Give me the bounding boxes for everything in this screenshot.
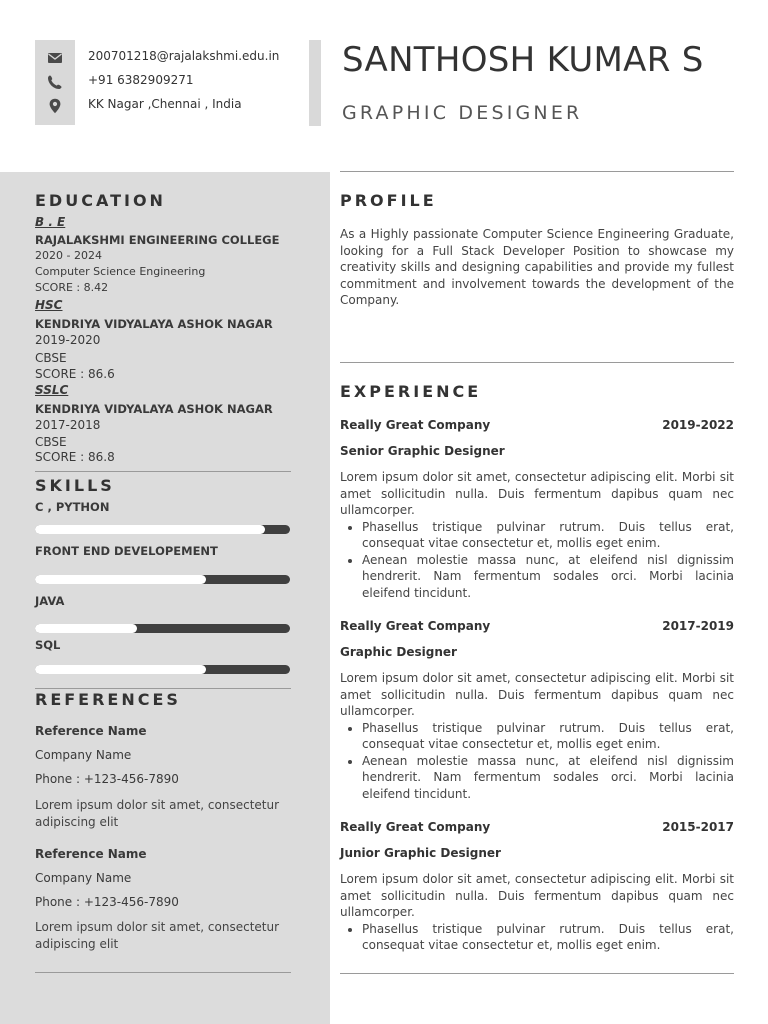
profile-text: As a Highly passionate Computer Science Engineering Graduate, looking for a Full Stack Developer Position to showcase my creativity skills and designing capabilities and provide my fullest commitment and involvement towards the development of the Company.	[340, 227, 734, 307]
reference-note: Lorem ipsum dolor sit amet, consectetur adipiscing elit	[35, 920, 280, 951]
reference-phone: Phone : +123-456-7890	[35, 772, 179, 786]
college-years: 2020 - 2024	[35, 249, 102, 262]
skill-level-bar	[35, 575, 290, 584]
job-years: 2019-2022	[662, 418, 734, 432]
job-summary: Lorem ipsum dolor sit amet, consectetur adipiscing elit. Morbi sit amet sollicitudin nulla. Duis fermentum dapibus quam nec ullamcorper.	[340, 671, 734, 718]
sslc-years: 2017-2018	[35, 418, 101, 432]
email-text[interactable]: 200701218@rajalakshmi.edu.in	[88, 49, 280, 63]
reference-company: Company Name	[35, 748, 132, 762]
skill-name: C , PYTHON	[35, 500, 110, 514]
divider	[35, 972, 291, 973]
job-bullet: • Phasellus tristique pulvinar rutrum. Duis tellus erat, consequat vitae consectetur et, mollis eget enim.	[362, 720, 734, 753]
job-bullet: • Phasellus tristique pulvinar rutrum. Duis tellus erat, consequat vitae consectetur et, mollis eget enim.	[362, 519, 734, 552]
sslc-school: KENDRIYA VIDYALAYA ASHOK NAGAR	[35, 402, 273, 416]
college-branch: Computer Science Engineering	[35, 265, 206, 278]
skill-level-bar	[35, 665, 290, 674]
reference-company: Company Name	[35, 871, 132, 885]
sslc-score: SCORE : 86.8	[35, 450, 115, 464]
job-bullets	[340, 519, 734, 602]
job-summary: Lorem ipsum dolor sit amet, consectetur adipiscing elit. Morbi sit amet sollicitudin nulla. Duis fermentum dapibus quam nec ullamcorper.	[340, 872, 734, 919]
hsc-board: CBSE	[35, 351, 67, 365]
college-name: RAJALAKSHMI ENGINEERING COLLEGE	[35, 233, 280, 247]
divider	[340, 973, 734, 974]
job-summary: Lorem ipsum dolor sit amet, consectetur adipiscing elit. Morbi sit amet sollicitudin nulla. Duis fermentum dapibus quam nec ullamcorper.	[340, 470, 734, 517]
header-divider-bar	[309, 40, 321, 126]
job-bullets	[340, 921, 734, 954]
job-details	[340, 871, 734, 954]
hsc-label: HSC	[35, 298, 63, 312]
education-heading: EDUCATION	[35, 191, 166, 210]
reference-phone: Phone : +123-456-7890	[35, 895, 179, 909]
candidate-title: GRAPHIC DESIGNER	[342, 102, 583, 124]
job-bullet: • Aenean molestie massa nunc, at eleifend nisl dignissim hendrerit. Nam fermentum sodales orci. Morbi lacinia eleifend tincidunt.	[362, 753, 734, 803]
contact-icon-strip	[35, 40, 75, 125]
job-years: 2017-2019	[662, 619, 734, 633]
candidate-name: SANTHOSH KUMAR S	[342, 40, 704, 80]
job-bullet: • Aenean molestie massa nunc, at eleifend nisl dignissim hendrerit. Nam fermentum sodales orci. Morbi lacinia eleifend tincidunt.	[362, 552, 734, 602]
job-position: Graphic Designer	[340, 645, 457, 659]
divider	[340, 171, 734, 172]
divider	[340, 362, 734, 363]
skill-level-bar	[35, 624, 290, 633]
job-years: 2015-2017	[662, 820, 734, 834]
skills-heading: SKILLS	[35, 476, 115, 495]
experience-heading: EXPERIENCE	[340, 382, 482, 401]
job-company: Really Great Company	[340, 418, 491, 432]
skill-name: JAVA	[35, 594, 65, 608]
job-bullets	[340, 720, 734, 803]
skill-name: FRONT END DEVELOPEMENT	[35, 544, 218, 558]
college-score: SCORE : 8.42	[35, 281, 109, 294]
skill-name: SQL	[35, 638, 61, 652]
divider	[35, 688, 291, 689]
degree-label: B . E	[35, 215, 66, 229]
job-details	[340, 670, 734, 802]
job-company: Really Great Company	[340, 820, 491, 834]
hsc-school: KENDRIYA VIDYALAYA ASHOK NAGAR	[35, 317, 273, 331]
reference-name: Reference Name	[35, 847, 147, 861]
skill-level-fill	[35, 624, 137, 633]
sslc-label: SSLC	[35, 383, 69, 397]
job-bullet: • Phasellus tristique pulvinar rutrum. Duis tellus erat, consequat vitae consectetur et, mollis eget enim.	[362, 921, 734, 954]
skill-level-fill	[35, 665, 206, 674]
job-position: Junior Graphic Designer	[340, 846, 501, 860]
mail-icon	[47, 50, 63, 66]
phone-icon	[47, 74, 63, 90]
phone-text: +91 6382909271	[88, 73, 194, 87]
reference-note: Lorem ipsum dolor sit amet, consectetur adipiscing elit	[35, 798, 280, 829]
hsc-years: 2019-2020	[35, 333, 101, 347]
job-position: Senior Graphic Designer	[340, 444, 505, 458]
references-heading: REFERENCES	[35, 690, 181, 709]
divider	[35, 471, 291, 472]
skill-level-bar	[35, 525, 290, 534]
job-details	[340, 469, 734, 601]
profile-heading: PROFILE	[340, 191, 437, 210]
location-pin-icon	[47, 98, 63, 114]
address-text: KK Nagar ,Chennai , India	[88, 97, 242, 111]
reference-name: Reference Name	[35, 724, 147, 738]
skill-level-fill	[35, 575, 206, 584]
hsc-score: SCORE : 86.6	[35, 367, 115, 381]
job-company: Really Great Company	[340, 619, 491, 633]
sslc-board: CBSE	[35, 435, 67, 449]
skill-level-fill	[35, 525, 265, 534]
